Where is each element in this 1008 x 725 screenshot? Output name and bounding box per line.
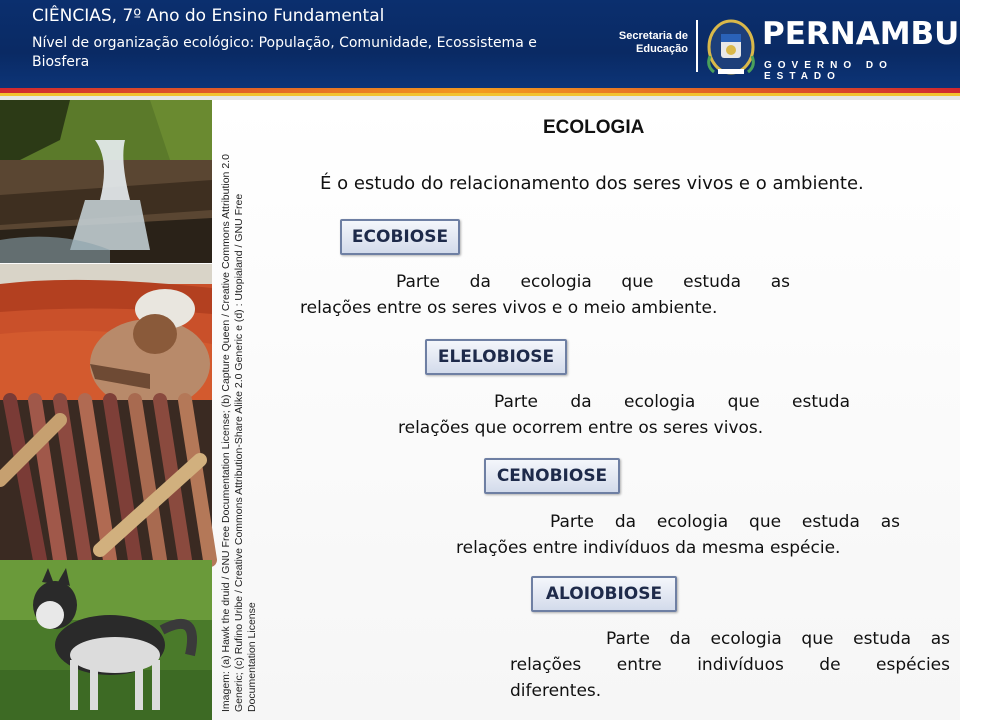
waterfall-photo xyxy=(0,100,212,263)
sugarcane-photo xyxy=(0,400,212,560)
elelobiose-line2: relações que ocorrem entre os seres vivos. xyxy=(398,418,764,438)
ecobiose-definition xyxy=(300,269,790,321)
cenobiose-definition xyxy=(456,509,900,561)
brand-subtitle: GOVERNO DO ESTADO xyxy=(764,60,893,82)
ecobiose-line1: Parte da ecologia que estuda as xyxy=(396,272,790,292)
secretaria-label: Secretaria de Educação xyxy=(618,30,688,55)
ecobiose-line2: relações entre os seres vivos e o meio ambiente. xyxy=(300,298,718,318)
slide-title: CIÊNCIAS, 7º Ano do Ensino Fundamental xyxy=(32,6,385,26)
ecologia-definition: É o estudo do relacionamento dos seres vivos e o ambiente. xyxy=(320,173,864,194)
slide-subtitle: Nível de organização ecológico: População, Comunidade, Ecossistema e Biosfera xyxy=(32,35,537,70)
desert-man-photo xyxy=(0,264,212,400)
pernambuco-logo xyxy=(600,10,1008,82)
elelobiose-definition xyxy=(398,389,850,441)
header-bar xyxy=(0,0,1008,88)
cenobiose-line1: Parte da ecologia que estuda as xyxy=(550,512,900,532)
aloiobiose-label: ALOIOBIOSE xyxy=(531,576,677,612)
aloiobiose-line2: relações entre indivíduos de espécies xyxy=(510,655,950,675)
ecologia-heading: ECOLOGIA xyxy=(543,117,645,138)
cenobiose-line2: relações entre indivíduos da mesma espécie. xyxy=(456,538,841,558)
elelobiose-line1: Parte da ecologia que estuda xyxy=(494,392,850,412)
aloiobiose-definition xyxy=(510,626,950,704)
aloiobiose-line1: Parte da ecologia que estuda as xyxy=(606,629,950,649)
elelobiose-label: ELELOBIOSE xyxy=(425,339,567,375)
aloiobiose-line3: diferentes. xyxy=(510,681,602,701)
logo-divider xyxy=(696,20,698,72)
image-credit: Imagem: (a) Hawk the druid / GNU Free Documentation License; (b) Capture Queen / Creative Commons Attribution 2.0 Generic; (c) Rufino Uribe / Creative Commons Attribution-Share Alike 2.0 Generic e (d) : Utopialand / GNU Free Documentation License xyxy=(220,154,258,712)
coat-of-arms-icon xyxy=(704,16,758,78)
brand-name: PERNAMBUCO xyxy=(762,16,1008,52)
husky-photo xyxy=(0,560,212,720)
cenobiose-label: CENOBIOSE xyxy=(484,458,620,494)
ecobiose-label: ECOBIOSE xyxy=(340,219,460,255)
